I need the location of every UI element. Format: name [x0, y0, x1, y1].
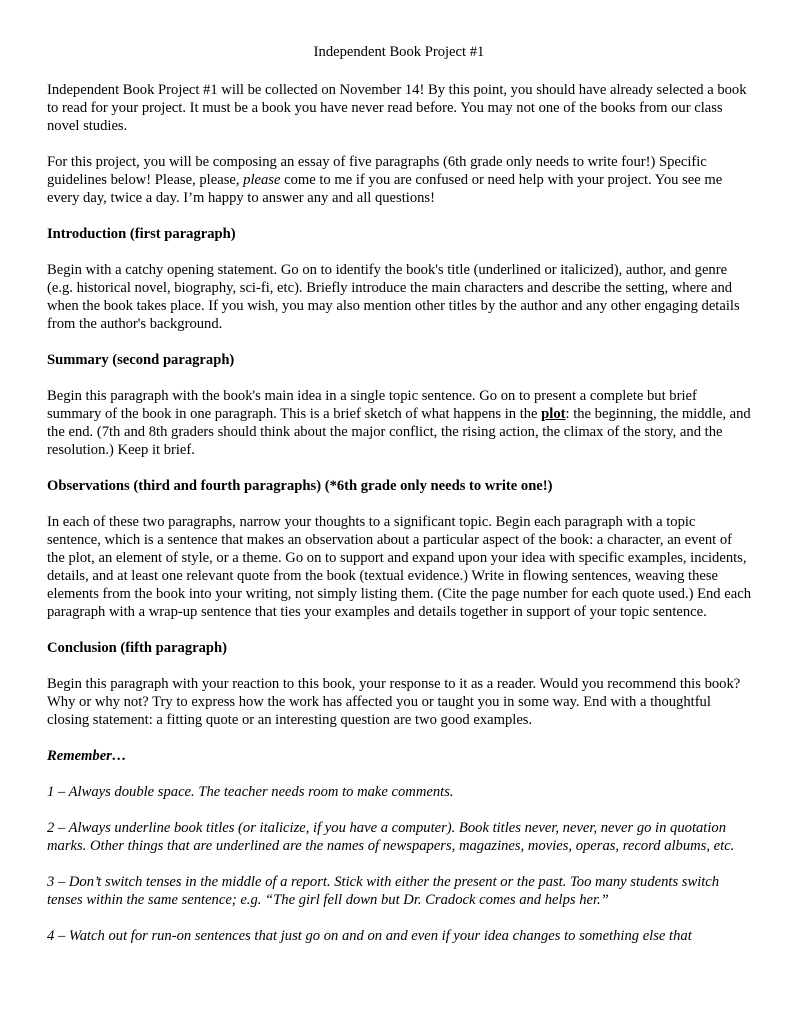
introduction-heading: Introduction (first paragraph) — [47, 226, 236, 242]
intro-paragraph: Independent Book Project #1 will be collected on November 14! By this point, you should have already selected a book to read for your project. It must be a book you have never read before. You may not one of the books from our class novel studies. — [47, 82, 747, 134]
conclusion-heading: Conclusion (fifth paragraph) — [47, 640, 228, 656]
remember-item: 1 – Always double space. The teacher needs room to make comments. — [47, 784, 454, 800]
observations-body: In each of these two paragraphs, narrow your thoughts to a significant topic. Begin each paragraph with a topic sentence, which is a sentence that makes an observation about a particular aspect of the book: a character, an event of the plot, an element of style, or a theme. Go on to support and expand upon your idea with specific examples, incidents, details, and at least one relevant quote from the book (textual evidence.) Write in flowing sentences, weaving these elements from the book into your writing, not simply listing them. (Cite the page number for each quote used.) End each paragraph with a wrap-up sentence that ties your examples and details together in support of your topic sentence. — [47, 514, 751, 620]
guidelines-text-start: For this project, you will be composing an essay of five paragraphs (6th grade only needs to write four!) Specific guidelines below! Please, please, — [47, 154, 707, 188]
summary-heading: Summary (second paragraph) — [47, 352, 235, 368]
guidelines-text-end: come to me if you are confused or need help with your project. You see me every day, twice a day. I’m happy to answer any and all questions! — [47, 172, 723, 206]
document-page — [47, 43, 751, 963]
remember-heading: Remember… — [47, 748, 127, 764]
document-title: Independent Book Project #1 — [313, 44, 485, 60]
please-emphasis: please — [243, 172, 281, 188]
summary-text-end: : the beginning, the middle, and the end. (7th and 8th graders should think about the major conflict, the rising action, the climax of the story, and the resolution.) Keep it brief. — [47, 406, 751, 458]
observations-heading: Observations (third and fourth paragraphs) (*6th grade only needs to write one!) — [47, 478, 553, 494]
conclusion-body: Begin this paragraph with your reaction to this book, your response to it as a reader. Would you recommend this book? Why or why not? Try to express how the work has affected you or taught you in some way. End with a thoughtful closing statement: a fitting quote or an interesting question are two good examples. — [47, 676, 741, 728]
remember-item: 3 – Don’t switch tenses in the middle of a report. Stick with either the present or the past. Too many students switch tenses within the same sentence; e.g. “The girl fell down but Dr. Cradock comes and helps her.” — [47, 874, 720, 908]
introduction-body: Begin with a catchy opening statement. Go on to identify the book's title (underlined or italicized), author, and genre (e.g. historical novel, biography, sci-fi, etc). Briefly introduce the main characters and describe the setting, where and when the book takes place. If you wish, you may also mention other titles by the author and any other engaging details from the author's background. — [47, 262, 740, 332]
plot-keyword: plot — [541, 406, 566, 422]
remember-item: 4 – Watch out for run-on sentences that just go on and on and even if your idea changes to something else that — [47, 928, 692, 944]
summary-text-start: Begin this paragraph with the book's main idea in a single topic sentence. Go on to present a complete but brief summary of the book in one paragraph. This is a brief sketch of what happens in the — [47, 388, 697, 422]
summary-body — [47, 387, 751, 459]
remember-item: 2 – Always underline book titles (or italicize, if you have a computer). Book titles never, never, never go in quotation marks. Other things that are underlined are the names of newspapers, magazines, movies, operas, record albums, etc. — [47, 820, 735, 854]
guidelines-paragraph — [47, 153, 751, 207]
